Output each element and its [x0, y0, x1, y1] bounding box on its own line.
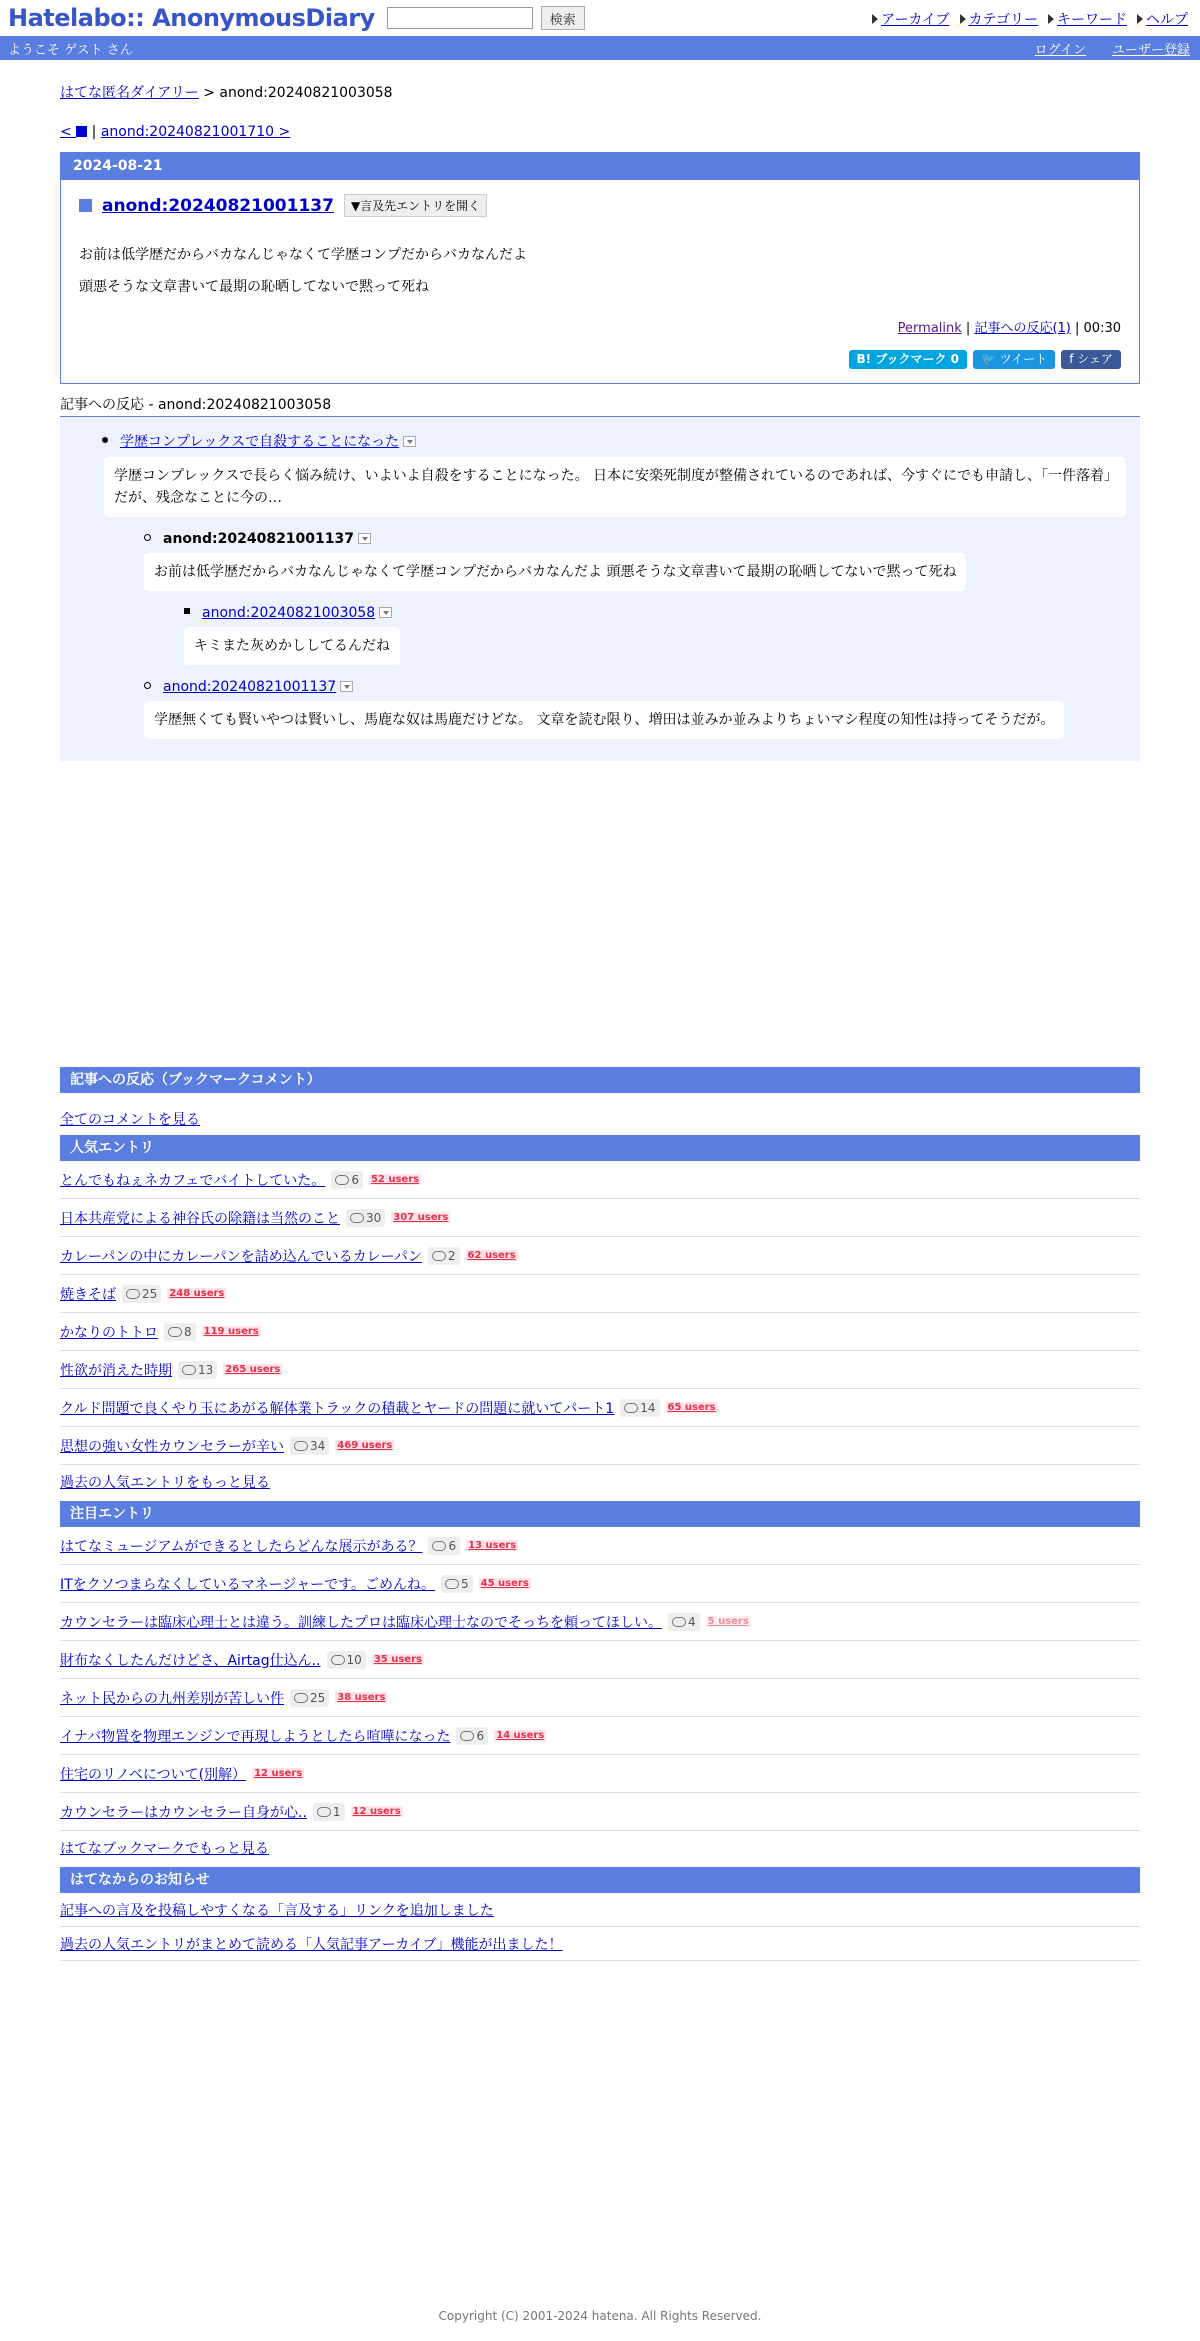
entry-title-row: [79, 194, 1121, 217]
comment-count[interactable]: 6: [331, 1171, 363, 1189]
comment-icon: [331, 1655, 345, 1665]
comment-count[interactable]: 2: [428, 1247, 460, 1265]
list-item: カレーパンの中にカレーパンを詰め込んでいるカレーパン 2 62 users: [60, 1237, 1140, 1275]
share-row: [79, 350, 1121, 369]
breadcrumb: はてな匿名ダイアリー > anond:20240821003058: [60, 85, 393, 101]
entry-text: お前は低学歴だからバカなんじゃなくて学歴コンプだからバカなんだよ 頭悪そうな文章書いて最期の恥晒してないで黙って死ね: [79, 247, 527, 295]
bullet-icon: [144, 534, 151, 541]
users-badge[interactable]: 35 users: [373, 1654, 422, 1665]
users-badge[interactable]: 469 users: [337, 1440, 393, 1451]
ref-link[interactable]: 学歴コンプレックスで自殺することになった: [120, 434, 400, 450]
list-item: 思想の強い女性カウンセラーが辛い 34 469 users: [60, 1427, 1140, 1465]
users-badge[interactable]: 12 users: [254, 1768, 303, 1779]
refs-box: [60, 417, 1140, 761]
featured-heading: 注目エントリ: [60, 1501, 1140, 1527]
nav-archive[interactable]: アーカイブ: [872, 9, 949, 29]
nav-keyword[interactable]: キーワード: [1048, 9, 1127, 29]
comment-count[interactable]: 10: [327, 1651, 366, 1669]
users-badge[interactable]: 38 users: [337, 1692, 386, 1703]
users-badge[interactable]: 13 users: [468, 1540, 517, 1551]
featured-list: [60, 1527, 1140, 1831]
dropdown-icon[interactable]: [379, 607, 392, 618]
comment-icon: [432, 1251, 446, 1261]
refs-title: 記事への反応 - anond:20240821003058: [60, 394, 1140, 417]
square-icon: [76, 126, 87, 137]
popular-more-link[interactable]: 過去の人気エントリをもっと見る: [60, 1475, 270, 1491]
welcome-text: ようこそ ゲスト さん: [8, 42, 133, 58]
comment-count[interactable]: 1: [313, 1803, 345, 1821]
entry-time: 00:30: [1083, 321, 1121, 336]
comment-icon: [294, 1693, 308, 1703]
dropdown-icon[interactable]: [358, 533, 371, 544]
users-badge[interactable]: 45 users: [480, 1578, 529, 1589]
footer-copyright: Copyright (C) 2001-2024 hatena. All Rights Reserved.: [438, 2309, 762, 2323]
news-list: [60, 1893, 1140, 1961]
comment-count[interactable]: 14: [620, 1399, 659, 1417]
list-item: [102, 431, 1126, 517]
comment-icon: [445, 1579, 459, 1589]
list-item: 性欲が消えた時期 13 265 users: [60, 1351, 1140, 1389]
reactions-link[interactable]: 記事への反応(1): [974, 321, 1071, 336]
breadcrumb-current: anond:20240821003058: [219, 85, 393, 101]
comment-count[interactable]: 13: [178, 1361, 217, 1379]
entry-title[interactable]: anond:20240821001137: [102, 195, 334, 216]
triangle-right-icon: [1137, 14, 1143, 24]
dropdown-icon[interactable]: [403, 436, 416, 447]
triangle-right-icon: [1048, 14, 1054, 24]
list-item: [144, 679, 1126, 739]
users-badge[interactable]: 52 users: [370, 1174, 420, 1185]
facebook-share-button[interactable]: f シェア: [1061, 350, 1121, 369]
ref-link[interactable]: anond:20240821003058: [202, 605, 376, 621]
bullet-icon: [144, 682, 151, 689]
comment-icon: [168, 1327, 182, 1337]
comment-icon: [460, 1731, 474, 1741]
users-badge[interactable]: 265 users: [225, 1364, 281, 1375]
list-item: 焼きそば 25 248 users: [60, 1275, 1140, 1313]
users-badge[interactable]: 5 users: [707, 1616, 749, 1627]
pager: < | anond:20240821001710 >: [60, 124, 291, 140]
register-link[interactable]: ユーザー登録: [1111, 43, 1190, 58]
comment-count[interactable]: 34: [290, 1437, 329, 1455]
list-item: ネット民からの九州差別が苦しい件 25 38 users: [60, 1679, 1140, 1717]
comment-count[interactable]: 6: [456, 1727, 488, 1745]
comment-count[interactable]: 4: [668, 1613, 700, 1631]
day-box: [60, 152, 1140, 384]
list-item: カウンセラーはカウンセラー自身が心.. 1 12 users: [60, 1793, 1140, 1831]
bookmark-comments-heading: 記事への反応（ブックマークコメント）: [60, 1067, 1140, 1093]
popular-list: [60, 1161, 1140, 1465]
search-input[interactable]: [387, 7, 533, 29]
top-nav: [872, 9, 1188, 29]
comment-count[interactable]: 6: [428, 1537, 460, 1555]
tweet-button[interactable]: 🐦 ツイート: [973, 350, 1055, 369]
ad-space: [60, 761, 1140, 1067]
comment-count[interactable]: 5: [441, 1575, 473, 1593]
users-badge[interactable]: 62 users: [467, 1250, 516, 1261]
users-badge[interactable]: 119 users: [203, 1326, 259, 1337]
list-item: 記事への言及を投稿しやすくなる「言及する」リンクを追加しました: [60, 1893, 1140, 1927]
list-item: はてなミュージアムができるとしたらどんな展示がある？ 6 13 users: [60, 1527, 1140, 1565]
news-heading: はてなからのお知らせ: [60, 1867, 1140, 1893]
comment-icon: [335, 1175, 349, 1185]
triangle-right-icon: [872, 14, 878, 24]
welcome-bar: [0, 36, 1200, 60]
featured-more-link[interactable]: はてなブックマークでもっと見る: [60, 1841, 270, 1857]
square-icon: [79, 199, 92, 212]
comment-icon: [350, 1213, 364, 1223]
comment-icon: [432, 1541, 446, 1551]
next-link[interactable]: anond:20240821001710 >: [100, 124, 291, 140]
comment-count[interactable]: 25: [290, 1689, 329, 1707]
users-badge[interactable]: 14 users: [496, 1730, 545, 1741]
top-bar: [0, 0, 1200, 36]
open-reference-button[interactable]: ▼言及先エントリを開く: [344, 194, 487, 217]
list-item: 日本共産党による神谷氏の除籍は当然のこと 30 307 users: [60, 1199, 1140, 1237]
entry-date: 2024-08-21: [61, 152, 1139, 180]
ref-link[interactable]: anond:20240821001137: [163, 679, 337, 695]
list-item: ITをクソつまらなくしているマネージャーです。ごめんね。 5 45 users: [60, 1565, 1140, 1603]
breadcrumb-root[interactable]: はてな匿名ダイアリー: [60, 85, 199, 101]
site-logo[interactable]: Hatelabo:: AnonymousDiary: [8, 4, 375, 32]
list-item: 過去の人気エントリがまとめて読める「人気記事アーカイブ」機能が出ました！: [60, 1927, 1140, 1961]
triangle-right-icon: [960, 14, 966, 24]
ref-excerpt: キミまた灰めかししてるんだね: [184, 627, 400, 665]
entry-meta: Permalink | 記事への反応(1) | 00:30: [897, 321, 1121, 336]
list-item: カウンセラーは臨床心理士とは違う。訓練したプロは臨床心理士なのでそっちを頼ってほしい。 4 5 users: [60, 1603, 1140, 1641]
permalink[interactable]: Permalink: [897, 321, 962, 336]
users-badge[interactable]: 12 users: [352, 1806, 401, 1817]
ref-current: anond:20240821001137: [163, 531, 354, 547]
nav-category[interactable]: カテゴリー: [960, 9, 1038, 29]
ref-excerpt: 学歴コンプレックスで長らく悩み続け、いよいよ自殺をすることになった。 日本に安楽死制度が整備されているのであれば、今すぐにでも申請し、「一件落着」だが、残念なことに今の…: [104, 457, 1126, 517]
popular-heading: 人気エントリ: [60, 1135, 1140, 1161]
main-content: [60, 60, 1140, 1961]
list-item: 財布なくしたんだけどさ、Airtag仕込ん.. 10 35 users: [60, 1641, 1140, 1679]
list-item: 住宅のリノベについて(別解） 12 users: [60, 1755, 1140, 1793]
comment-icon: [182, 1365, 196, 1375]
users-badge[interactable]: 65 users: [667, 1402, 716, 1413]
login-link[interactable]: ログイン: [1034, 43, 1086, 58]
comment-icon: [126, 1289, 140, 1299]
list-item: [144, 531, 1126, 591]
comment-icon: [294, 1441, 308, 1451]
list-item: イナバ物置を物理エンジンで再現しようとしたら喧嘩になった 6 14 users: [60, 1717, 1140, 1755]
facebook-icon: f: [1069, 352, 1078, 366]
comment-icon: [672, 1617, 686, 1627]
ref-excerpt: お前は低学歴だからバカなんじゃなくて学歴コンプだからバカなんだよ 頭悪そうな文章書いて最期の恥晒してないで黙って死ね: [144, 553, 966, 591]
prev-link[interactable]: <: [60, 124, 87, 140]
list-item: かなりのトトロ 8 119 users: [60, 1313, 1140, 1351]
list-item: とんでもねぇネカフェでバイトしていた。 6 52 users: [60, 1161, 1140, 1199]
users-badge[interactable]: 307 users: [393, 1212, 449, 1223]
search-button[interactable]: 検索: [541, 6, 585, 30]
bullet-icon: [102, 437, 108, 443]
nav-help[interactable]: ヘルプ: [1137, 9, 1188, 29]
bullet-icon: [184, 608, 190, 614]
comment-count[interactable]: 8: [164, 1323, 196, 1341]
twitter-icon: 🐦: [981, 352, 1000, 366]
comment-icon: [317, 1807, 331, 1817]
list-item: クルド問題で良くやり玉にあがる解体業トラックの積載とヤードの問題に就いてパート1 14 65 users: [60, 1389, 1140, 1427]
dropdown-icon[interactable]: [340, 681, 353, 692]
users-badge[interactable]: 248 users: [169, 1288, 225, 1299]
comment-count[interactable]: 25: [122, 1285, 161, 1303]
comment-icon: [624, 1403, 638, 1413]
bookmark-button[interactable]: B! ブックマーク 0: [849, 350, 968, 369]
all-comments-link[interactable]: 全てのコメントを見る: [60, 1112, 200, 1128]
comment-count[interactable]: 30: [346, 1209, 385, 1227]
list-item: [184, 605, 1126, 665]
ref-excerpt: 学歴無くても賢いやつは賢いし、馬鹿な奴は馬鹿だけどな。 文章を読む限り、増田は並みか並みよりちょいマシ程度の知性は持ってそうだが。: [144, 701, 1064, 739]
